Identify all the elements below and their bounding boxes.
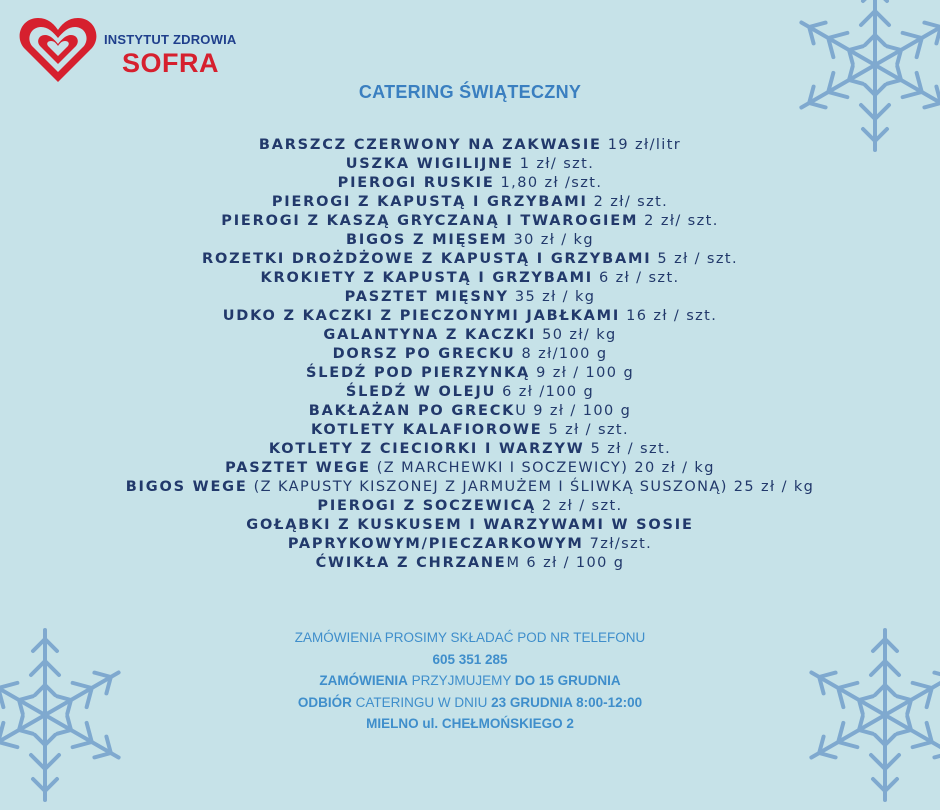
menu-item: [120, 421, 820, 440]
order-deadline-label: ZAMÓWIENIA: [319, 673, 408, 688]
menu-item-name: GOŁĄBKI Z KUSKUSEM I WARZYWAMI W SOSIE PAPRYKOWYM/PIECZARKOWYM: [246, 517, 694, 552]
menu-item-price: 9 zł / 100 g: [530, 365, 635, 381]
menu-item: [120, 174, 820, 193]
menu-item-price: 2 zł / szt.: [536, 498, 623, 514]
menu-item-name: BAKŁAŻAN PO GRECK: [308, 403, 516, 419]
menu-item-name: GALANTYNA Z KACZKI: [323, 327, 537, 343]
order-info: [0, 627, 940, 735]
menu-item-price: 2 zł/ szt.: [587, 194, 669, 210]
menu-item-price: 5 zł / szt.: [584, 441, 672, 457]
menu-item-name: PIEROGI RUSKIE: [337, 175, 495, 191]
page-title: CATERING ŚWIĄTECZNY: [358, 82, 582, 102]
menu-item-price: 6 zł /100 g: [496, 384, 595, 400]
menu-item-price: 5 zł / szt.: [651, 251, 738, 267]
menu-item-name: ĆWIKŁA Z CHRZANE: [315, 555, 507, 571]
menu-item: [120, 478, 820, 497]
menu-item-price: 7zł/szt.: [583, 536, 653, 552]
pickup-date: 23 GRUDNIA 8:00-12:00: [491, 694, 643, 710]
menu-item: [120, 497, 820, 516]
menu-item: [120, 383, 820, 402]
pickup-address: MIELNO ul. CHEŁMOŃSKIEGO 2: [366, 716, 574, 731]
menu-item-price: 35 zł / kg: [508, 289, 596, 305]
menu-item-price: 5 zł / szt.: [542, 422, 630, 438]
menu-item: [120, 459, 820, 478]
phone-number: 605 351 285: [432, 651, 508, 667]
menu-item-name: ŚLEDŹ W OLEJU: [345, 384, 497, 400]
menu-item: [120, 364, 820, 383]
menu-item-name: KOTLETY Z CIECIORKI I WARZYW: [268, 441, 585, 457]
menu-item-name: PIEROGI Z KAPUSTĄ I GRZYBAMI: [271, 194, 588, 210]
menu-item-price: 6 zł / szt.: [593, 270, 680, 286]
menu-item: [120, 212, 820, 231]
order-deadline-date: DO 15 GRUDNIA: [514, 673, 621, 688]
menu-item-name: UDKO Z KACZKI Z PIECZONYMI JABŁKAMI: [222, 308, 621, 324]
menu-item: [120, 440, 820, 459]
menu-item-name: DORSZ PO GRECKU: [332, 346, 516, 362]
menu-list: [120, 136, 820, 573]
menu-item-name: PASZTET MIĘSNY: [344, 289, 509, 305]
menu-item-name: ŚLEDŹ POD PIERZYNKĄ: [305, 365, 531, 381]
menu-item: [120, 193, 820, 212]
menu-item-name: PIEROGI Z KASZĄ GRYCZANĄ I TWAROGIEM: [221, 213, 639, 229]
menu-item: [120, 307, 820, 326]
menu-item-price: 2 zł/ szt.: [638, 213, 719, 229]
logo-institute-text: INSTYTUT ZDROWIA: [104, 32, 237, 47]
order-deadline-text: PRZYJMUJEMY: [407, 673, 515, 688]
menu-item: [120, 326, 820, 345]
menu-item: [120, 136, 820, 155]
menu-item: [120, 155, 820, 174]
menu-item: [120, 402, 820, 421]
order-deadline: [0, 670, 940, 692]
menu-item-name: BARSZCZ CZERWONY NA ZAKWASIE: [258, 137, 602, 153]
menu-item-price: 8 zł/100 g: [515, 346, 608, 362]
menu-item-price: (Z MARCHEWKI I SOCZEWICY) 20 zł / kg: [370, 460, 715, 476]
order-instructions: ZAMÓWIENIA PROSIMY SKŁADAĆ POD NR TELEFONU: [294, 630, 646, 645]
menu-item-name: KROKIETY Z KAPUSTĄ I GRZYBAMI: [260, 270, 593, 286]
menu-item-name: BIGOS Z MIĘSEM: [346, 232, 508, 248]
menu-item: [120, 554, 820, 573]
menu-item-name: KOTLETY KALAFIOROWE: [310, 422, 543, 438]
menu-item-name: BIGOS WEGE: [125, 479, 248, 495]
menu-item-price: 1 zł/ szt.: [513, 156, 595, 172]
logo: [18, 16, 258, 86]
menu-item: [120, 231, 820, 250]
menu-item: [120, 516, 820, 554]
menu-item-price: 16 zł / szt.: [620, 308, 718, 324]
menu-item-name: PIEROGI Z SOCZEWICĄ: [317, 498, 537, 514]
pickup-text: CATERINGU W DNIU: [351, 694, 492, 710]
menu-item: [120, 288, 820, 307]
pickup-info: [0, 692, 940, 714]
pickup-label: ODBIÓR: [297, 694, 352, 710]
menu-item-price: M 6 zł / 100 g: [506, 555, 625, 571]
menu-item-price: 1,80 zł /szt.: [494, 175, 603, 191]
logo-brand-text: SOFRA: [122, 48, 219, 78]
menu-item-price: U 9 zł / 100 g: [515, 403, 632, 419]
menu-item-name: ROZETKI DROŻDŻOWE Z KAPUSTĄ I GRZYBAMI: [202, 251, 652, 267]
menu-item: [120, 269, 820, 288]
menu-item-name: USZKA WIGILIJNE: [345, 156, 514, 172]
menu-item-name: PASZTET WEGE: [225, 460, 371, 476]
menu-item: [120, 345, 820, 364]
heart-icon: [18, 16, 98, 86]
menu-item-price: 19 zł/litr: [601, 137, 682, 153]
menu-item-price: 50 zł/ kg: [536, 327, 617, 343]
menu-item-price: (Z KAPUSTY KISZONEJ Z JARMUŻEM I ŚLIWKĄ SUSZONĄ) 25 zł / kg: [247, 479, 815, 495]
menu-item: [120, 250, 820, 269]
menu-item-price: 30 zł / kg: [507, 232, 594, 248]
